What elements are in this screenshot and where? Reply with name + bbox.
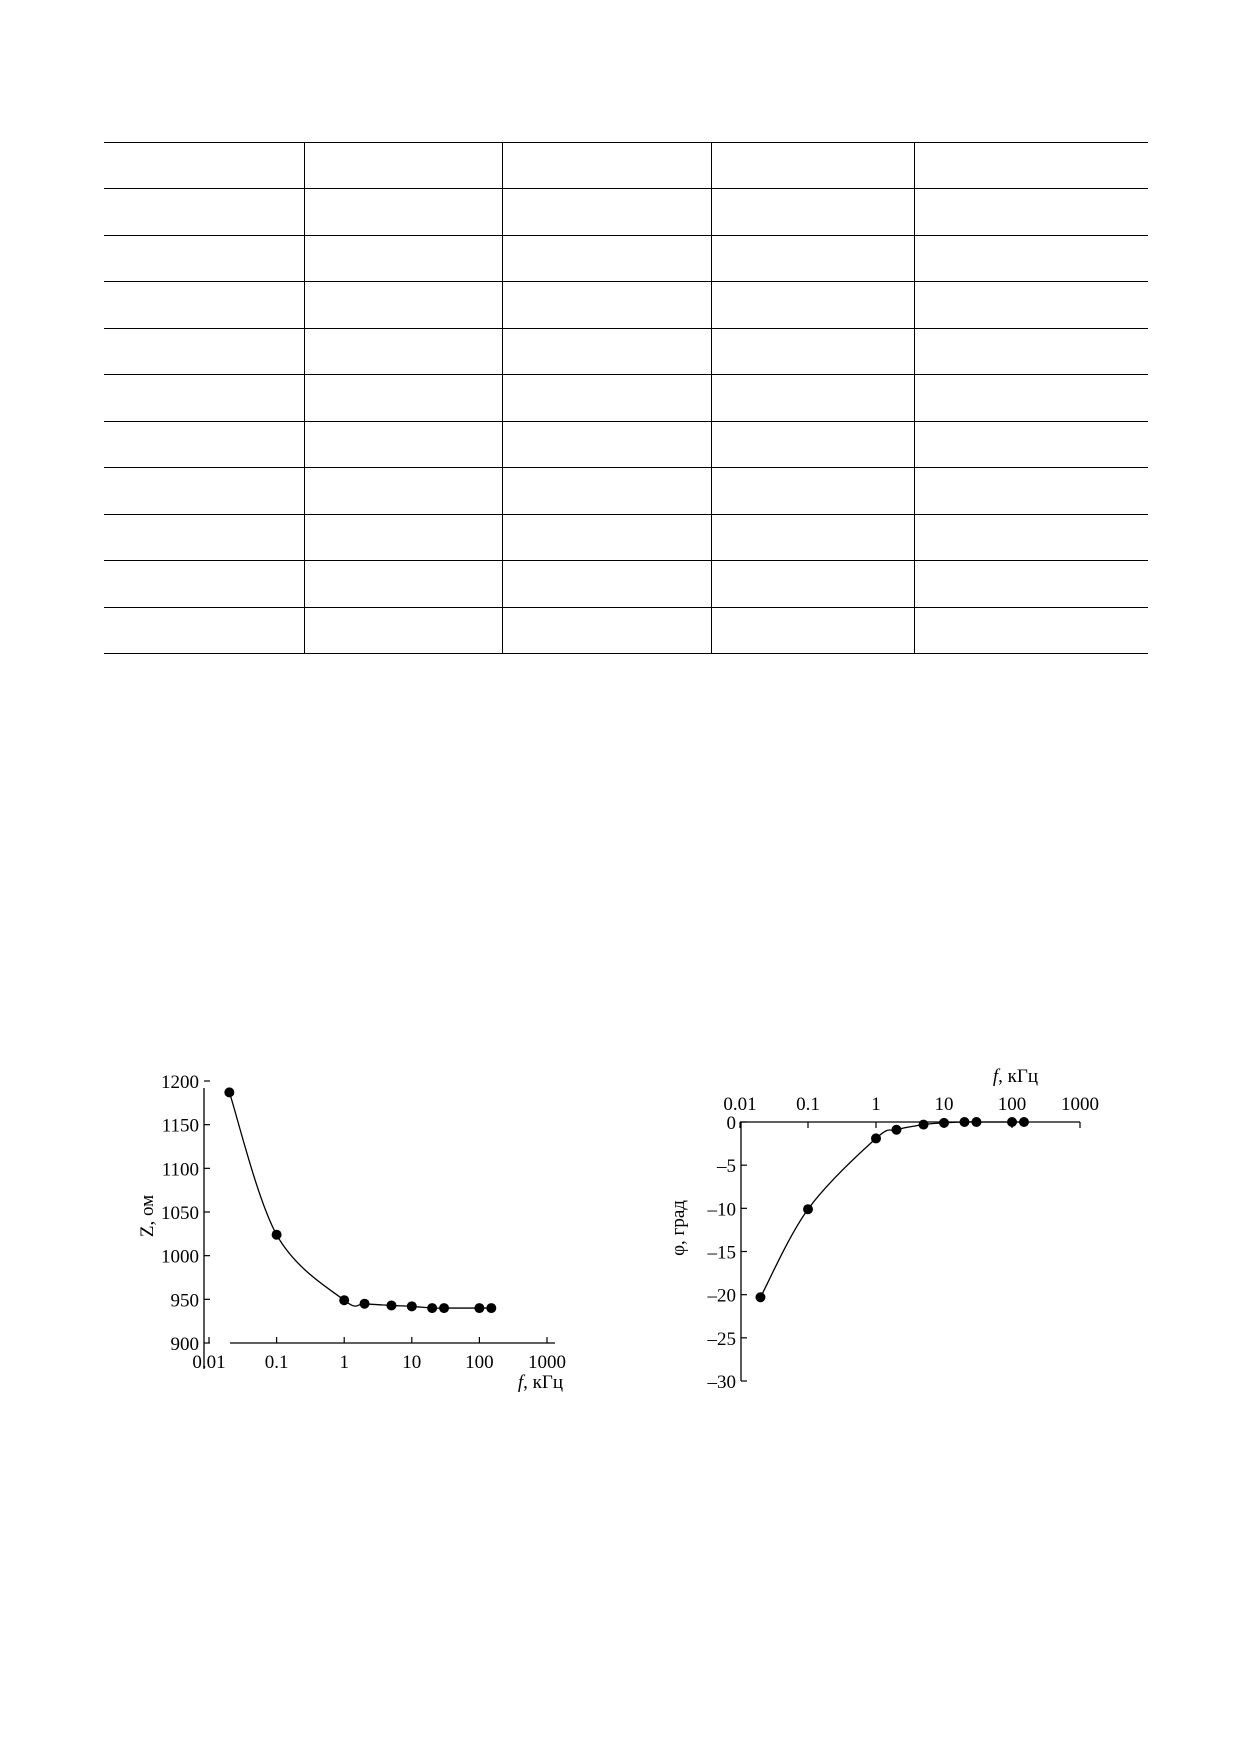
data-point — [427, 1303, 437, 1313]
series-curve — [760, 1122, 1024, 1297]
table-cell — [712, 189, 915, 235]
x-tick-label: 1000 — [528, 1352, 566, 1373]
data-point — [224, 1087, 234, 1097]
table-cell — [305, 375, 503, 421]
table-cell — [712, 235, 915, 281]
table-cell — [104, 514, 305, 560]
y-tick-label: –20 — [707, 1285, 736, 1307]
table-cell — [104, 375, 305, 421]
x-ticks — [723, 1094, 1099, 1128]
data-point — [360, 1299, 370, 1309]
table-cell — [305, 468, 503, 514]
table-row — [104, 143, 1148, 189]
table-cell — [503, 328, 712, 374]
data-point — [755, 1292, 765, 1302]
table-cell — [915, 235, 1149, 281]
table-row — [104, 282, 1148, 328]
table-cell — [503, 607, 712, 653]
data-point — [939, 1118, 949, 1128]
table-cell — [503, 561, 712, 607]
table-row — [104, 468, 1148, 514]
x-tick-label: 0.01 — [723, 1094, 757, 1115]
table-cell — [305, 143, 503, 189]
table-cell — [503, 143, 712, 189]
y-tick-label: –30 — [707, 1372, 736, 1393]
table-row — [104, 561, 1148, 607]
table-row — [104, 375, 1148, 421]
x-axis-label — [993, 1066, 1038, 1087]
table-cell — [915, 189, 1149, 235]
table-cell — [712, 143, 915, 189]
y-tick-label: 1100 — [161, 1159, 199, 1181]
data-point — [1007, 1117, 1017, 1127]
x-tick-label: 0.1 — [796, 1094, 820, 1115]
table-cell — [305, 235, 503, 281]
y-tick-label: 1200 — [161, 1072, 199, 1093]
table-cell — [503, 282, 712, 328]
table-cell — [503, 235, 712, 281]
table-cell — [104, 235, 305, 281]
y-tick-label: 0 — [726, 1113, 736, 1134]
table-cell — [915, 375, 1149, 421]
x-tick-label: 1000 — [1061, 1094, 1099, 1115]
table-body — [104, 143, 1148, 654]
x-tick-label: 0.01 — [192, 1352, 226, 1373]
data-point — [339, 1295, 349, 1305]
table-cell — [305, 282, 503, 328]
data-point — [919, 1120, 929, 1130]
table-row — [104, 235, 1148, 281]
y-axis-label: φ, град — [668, 1200, 689, 1256]
table-cell — [503, 189, 712, 235]
data-point — [407, 1301, 417, 1311]
series-points — [755, 1117, 1029, 1302]
table-cell — [712, 375, 915, 421]
phase-chart — [660, 1060, 1100, 1400]
x-tick-label: 10 — [402, 1352, 422, 1373]
table-cell — [104, 468, 305, 514]
table-row — [104, 421, 1148, 467]
table-cell — [712, 282, 915, 328]
y-tick-label: 950 — [170, 1290, 199, 1312]
y-tick-label: –10 — [707, 1199, 736, 1221]
x-axis-label-unit: , кГц — [523, 1372, 563, 1393]
table-cell — [712, 468, 915, 514]
data-point — [272, 1230, 282, 1240]
x-axis-label-var: f — [517, 1372, 524, 1393]
y-ticks — [161, 1072, 210, 1355]
table-cell — [712, 328, 915, 374]
y-axis-label: Z, ом — [137, 1194, 158, 1238]
data-point — [971, 1117, 981, 1127]
y-tick-label: –15 — [707, 1242, 736, 1264]
table-cell — [104, 143, 305, 189]
x-tick-label: 100 — [465, 1352, 494, 1373]
table-cell — [104, 189, 305, 235]
x-axis-label-unit: , кГц — [998, 1066, 1038, 1087]
table-cell — [503, 421, 712, 467]
table-cell — [104, 421, 305, 467]
y-tick-label: –25 — [707, 1328, 736, 1350]
table-cell — [915, 421, 1149, 467]
table-cell — [503, 514, 712, 560]
table-row — [104, 189, 1148, 235]
table-row — [104, 328, 1148, 374]
table-cell — [915, 514, 1149, 560]
y-tick-label: 1050 — [161, 1203, 199, 1224]
table-cell — [712, 421, 915, 467]
table-cell — [915, 328, 1149, 374]
table-cell — [915, 561, 1149, 607]
table-cell — [503, 375, 712, 421]
data-point — [871, 1133, 881, 1143]
y-tick-label: 900 — [170, 1334, 199, 1355]
table-cell — [305, 421, 503, 467]
x-axis-label-var: f — [992, 1066, 999, 1087]
x-tick-label: 10 — [934, 1094, 954, 1115]
data-point — [474, 1303, 484, 1313]
table-cell — [712, 607, 915, 653]
y-tick-label: –5 — [717, 1156, 736, 1178]
table-cell — [915, 607, 1149, 653]
data-point — [486, 1303, 496, 1313]
empty-table — [104, 142, 1148, 654]
data-point — [1019, 1117, 1029, 1127]
table-row — [104, 607, 1148, 653]
data-point — [891, 1125, 901, 1135]
x-tick-label: 1 — [871, 1094, 881, 1115]
x-axis-label — [518, 1372, 563, 1393]
table-cell — [104, 328, 305, 374]
x-tick-label: 100 — [997, 1094, 1027, 1115]
table-cell — [712, 561, 915, 607]
table-cell — [305, 561, 503, 607]
x-tick-label: 0.1 — [264, 1352, 289, 1373]
table-cell — [915, 143, 1149, 189]
table-cell — [305, 514, 503, 560]
series-points — [224, 1087, 496, 1313]
data-point — [959, 1117, 969, 1127]
table-cell — [104, 561, 305, 607]
data-point — [803, 1204, 813, 1214]
table-cell — [305, 328, 503, 374]
data-point — [386, 1300, 396, 1310]
table-cell — [915, 468, 1149, 514]
table-cell — [915, 282, 1149, 328]
table-cell — [104, 607, 305, 653]
table-cell — [305, 189, 503, 235]
table-row — [104, 514, 1148, 560]
table-cell — [104, 282, 305, 328]
impedance-chart — [137, 1070, 580, 1400]
data-point — [439, 1303, 449, 1313]
series-curve — [229, 1092, 491, 1308]
table-cell — [305, 607, 503, 653]
table-cell — [503, 468, 712, 514]
x-tick-label: 1 — [339, 1352, 349, 1373]
table-cell — [712, 514, 915, 560]
y-tick-label: 1150 — [161, 1115, 199, 1137]
y-tick-label: 1000 — [161, 1246, 199, 1268]
